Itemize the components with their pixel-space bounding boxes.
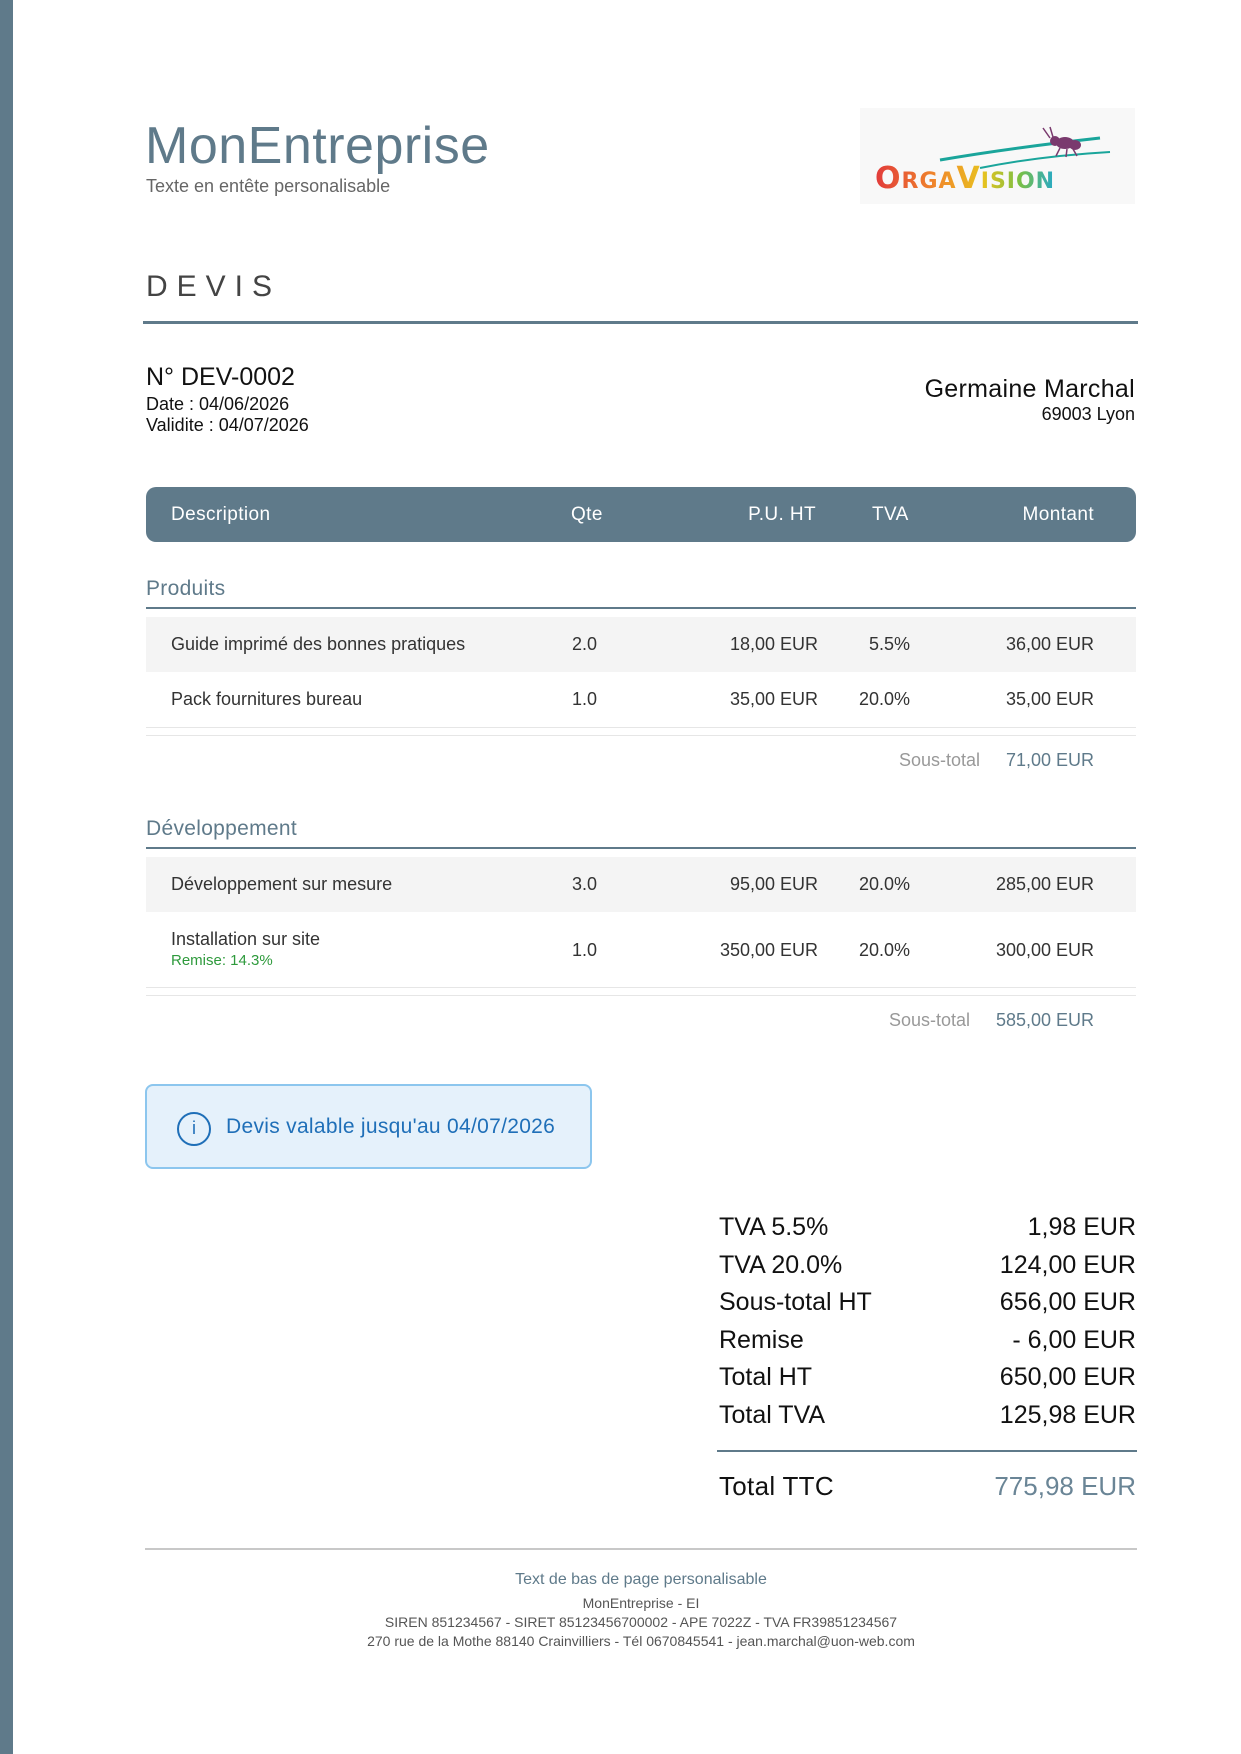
subtotal-value: 585,00 EUR	[995, 1010, 1094, 1030]
company-logo	[860, 108, 1135, 204]
row-qty: 3.0	[572, 874, 598, 894]
row-divider	[146, 987, 1136, 988]
table-row	[146, 617, 1136, 672]
totals-label: Sous-total HT	[719, 1288, 872, 1316]
quote-date: Date : 04/06/2026	[146, 394, 290, 414]
header-vat: TVA	[872, 504, 909, 525]
footer-custom-text: Text de bas de page personalisable	[515, 1571, 767, 1588]
row-vat: 5.5%	[868, 634, 910, 654]
table-row	[146, 672, 1136, 727]
info-icon: i	[177, 1112, 211, 1146]
section-divider	[146, 847, 1136, 849]
row-unit-price: 35,00 EUR	[729, 689, 818, 709]
totals-value: 656,00 EUR	[999, 1288, 1136, 1316]
row-description: Installation sur site	[171, 929, 321, 949]
subtotal-value: 71,00 EUR	[1005, 750, 1094, 770]
row-discount: Remise: 14.3%	[171, 952, 273, 969]
header-amount: Montant	[1022, 504, 1094, 525]
footer-legal: SIREN 851234567 - SIRET 85123456700002 - APE 7022Z - TVA FR39851234567	[384, 1614, 898, 1630]
row-vat: 20.0%	[858, 689, 910, 709]
totals-value: 124,00 EUR	[999, 1251, 1136, 1279]
totals-label: Remise	[719, 1326, 804, 1354]
row-divider	[146, 735, 1136, 736]
row-amount: 35,00 EUR	[1005, 689, 1094, 709]
totals-divider	[717, 1450, 1137, 1452]
totals-label: TVA 20.0%	[719, 1251, 843, 1279]
totals-value: 125,98 EUR	[999, 1401, 1136, 1429]
subtotal-label: Sous-total	[898, 750, 980, 770]
totals-value: 1,98 EUR	[1027, 1213, 1136, 1241]
row-divider	[146, 727, 1136, 728]
company-name: MonEntreprise	[145, 117, 490, 175]
section-title-produits: Produits	[146, 577, 226, 600]
row-unit-price: 95,00 EUR	[729, 874, 818, 894]
totals-label: Total HT	[719, 1363, 813, 1391]
header-unit-price: P.U. HT	[748, 504, 816, 525]
footer-divider	[145, 1548, 1137, 1550]
row-vat: 20.0%	[858, 874, 910, 894]
quote-validity: Validite : 04/07/2026	[146, 415, 309, 435]
row-vat: 20.0%	[858, 940, 910, 960]
validity-notice-text: Devis valable jusqu'au 04/07/2026	[226, 1115, 556, 1138]
totals-value: - 6,00 EUR	[1012, 1326, 1136, 1354]
row-qty: 2.0	[572, 634, 598, 654]
validity-notice	[145, 1084, 592, 1169]
row-qty: 1.0	[572, 689, 598, 709]
svg-text:ORGAVISION: ORGAVISION	[875, 161, 1056, 196]
total-ttc-label: Total TTC	[719, 1471, 834, 1501]
footer-company: MonEntreprise - EI	[582, 1595, 700, 1611]
title-divider	[143, 321, 1138, 324]
orgavision-logo-image	[860, 108, 1135, 204]
row-amount: 285,00 EUR	[995, 874, 1094, 894]
totals-label: TVA 5.5%	[719, 1213, 829, 1241]
footer-contact: 270 rue de la Mothe 88140 Crainvilliers - Tél 0670845541 - jean.marchal@uon-web.com	[367, 1633, 915, 1649]
row-description: Guide imprimé des bonnes pratiques	[171, 634, 466, 654]
quote-number: N° DEV-0002	[146, 363, 295, 391]
section-title-developpement: Développement	[146, 817, 297, 840]
row-divider	[146, 995, 1136, 996]
totals-value: 650,00 EUR	[999, 1363, 1136, 1391]
table-row	[146, 912, 1136, 987]
section-divider	[146, 607, 1136, 609]
row-qty: 1.0	[572, 940, 598, 960]
row-amount: 300,00 EUR	[995, 940, 1094, 960]
client-city: 69003 Lyon	[1041, 404, 1135, 424]
row-unit-price: 18,00 EUR	[729, 634, 818, 654]
header-qty: Qte	[571, 504, 603, 525]
table-header	[146, 487, 1136, 542]
totals-label: Total TVA	[719, 1401, 826, 1429]
client-name: Germaine Marchal	[924, 375, 1135, 403]
row-description: Pack fournitures bureau	[171, 689, 363, 709]
row-amount: 36,00 EUR	[1005, 634, 1094, 654]
company-subtitle: Texte en entête personalisable	[146, 176, 391, 196]
total-ttc-value: 775,98 EUR	[994, 1471, 1136, 1501]
document-title: DEVIS	[146, 270, 282, 303]
row-description: Développement sur mesure	[171, 874, 393, 894]
row-unit-price: 350,00 EUR	[719, 940, 818, 960]
subtotal-label: Sous-total	[888, 1010, 970, 1030]
header-description: Description	[171, 504, 271, 525]
table-row	[146, 857, 1136, 912]
